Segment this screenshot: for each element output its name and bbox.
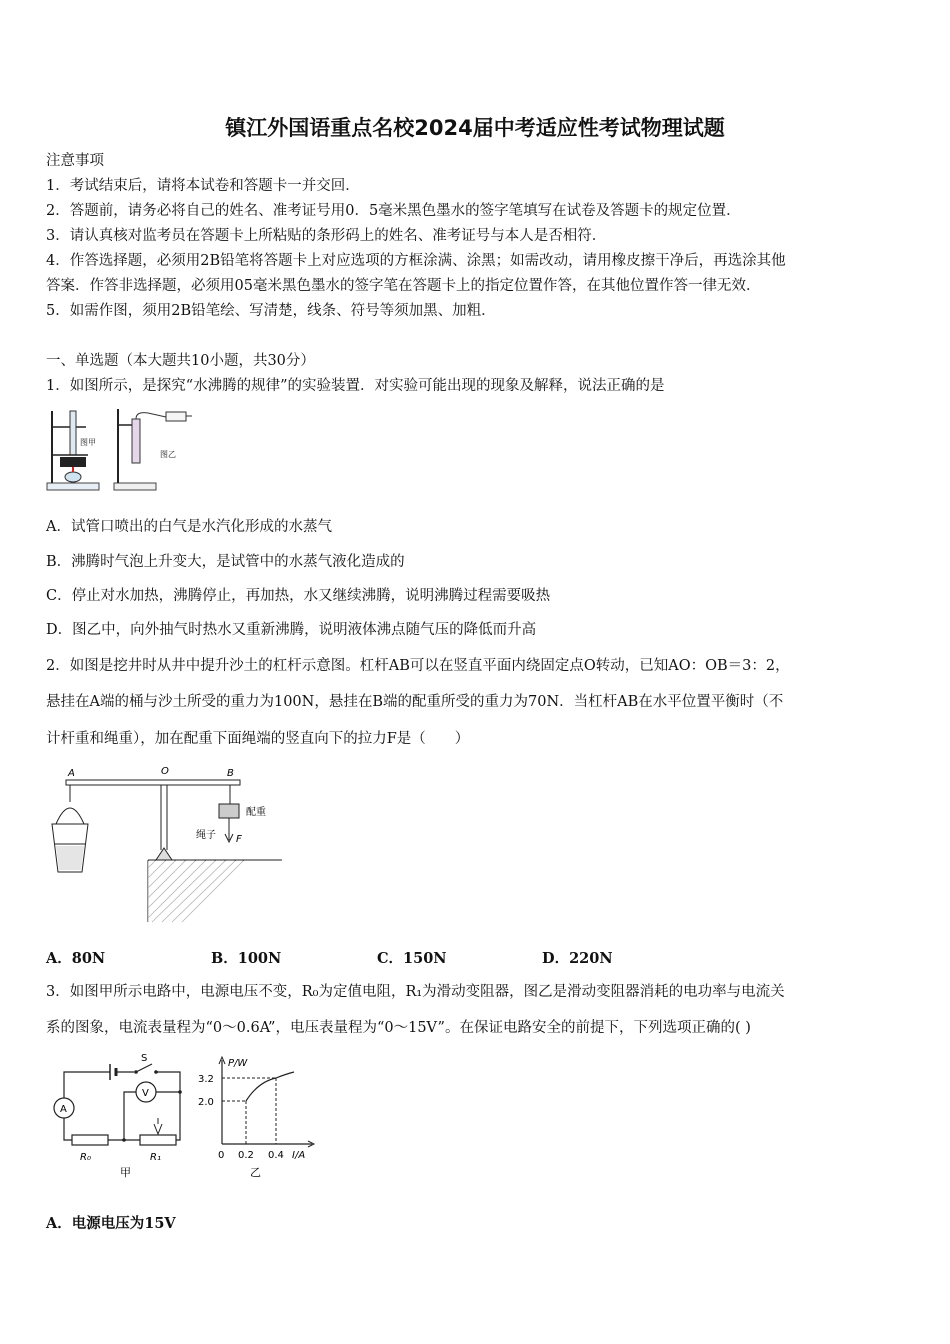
boiling-experiment-figure (44, 405, 194, 495)
section-heading: 一、单选题（本大题共10小题，共30分） (46, 353, 315, 369)
ammeter-label: A (60, 1104, 67, 1115)
graph-x-tick-2: 0.4 (268, 1150, 284, 1161)
q1-option-c: C．停止对水加热，沸腾停止，再加热，水又继续沸腾，说明沸腾过程需要吸热 (46, 588, 551, 604)
graph-ylabel: P/W (228, 1058, 248, 1069)
graph-xlabel: I/A (292, 1150, 306, 1161)
q2-option-c: C．150N (377, 950, 447, 967)
lever-point-a: A (68, 768, 75, 779)
r1-label: R₁ (150, 1152, 161, 1163)
graph-x-tick-1: 0.2 (238, 1150, 254, 1161)
question-3-stem-line-2: 系的图象，电流表量程为“0～0.6A”，电压表量程为“0～15V”。在保证电路安全的前提下，下列选项正确的( ) (46, 1020, 751, 1036)
lever-point-b: B (227, 768, 234, 779)
notice-item: 4．作答选择题，必须用2B铅笔将答题卡上对应选项的方框涂满、涂黑；如需改动，请用橡皮擦干净后，再选涂其他 (46, 253, 786, 269)
circuit-diagram (44, 1052, 194, 1187)
notice-item: 2．答题前，请务必将自己的姓名、准考证号用0．5毫米黑色墨水的签字笔填写在试卷及答题卡的规定位置． (46, 203, 741, 219)
q3-option-a: A．电源电压为15V (46, 1215, 176, 1232)
q2-option-d: D．220N (542, 950, 613, 967)
q2-option-b: B．100N (211, 950, 282, 967)
notice-item: 3．请认真核对监考员在答题卡上所粘贴的条形码上的姓名、准考证号与本人是否相符． (46, 228, 607, 244)
switch-label: S (141, 1053, 148, 1064)
question-2-stem-line-2: 悬挂在A端的桶与沙土所受的重力为100N，悬挂在B端的配重所受的重力为70N．当杠杆AB在水平位置平衡时（不 (46, 694, 784, 710)
page-title: 镇江外国语重点名校2024届中考适应性考试物理试题 (225, 116, 725, 140)
lever-point-o: O (161, 766, 169, 777)
r0-label: R₀ (80, 1152, 91, 1163)
question-1-stem: 1．如图所示，是探究“水沸腾的规律”的实验装置．对实验可能出现的现象及解释，说法正确的是 (46, 378, 665, 394)
graph-y-tick-1: 3.2 (198, 1074, 214, 1085)
rope-label: 绳子 (196, 830, 216, 841)
notice-item: 5．如需作图，须用2B铅笔绘、写清楚，线条、符号等须加黑、加粗． (46, 303, 496, 319)
voltmeter-label: V (142, 1088, 149, 1099)
notice-item: 1．考试结束后，请将本试卷和答题卡一并交回． (46, 178, 360, 194)
q2-option-a: A．80N (46, 950, 106, 967)
q1-option-d: D．图乙中，向外抽气时热水又重新沸腾，说明液体沸点随气压的降低而升高 (46, 622, 537, 638)
lever-figure (44, 762, 284, 924)
q1-option-b: B．沸腾时气泡上升变大，是试管中的水蒸气液化造成的 (46, 554, 405, 570)
notice-heading: 注意事项 (46, 153, 104, 169)
fig-label-b: 图乙 (160, 450, 176, 459)
fig-label-a: 图甲 (80, 438, 96, 447)
weight-label: 配重 (246, 807, 266, 818)
notice-item: 答案．作答非选择题，必须用05毫米黑色墨水的签字笔在答题卡上的指定位置作答，在其他位置作答一律无效． (46, 278, 761, 294)
q1-option-a: A．试管口喷出的白气是水汽化形成的水蒸气 (46, 519, 332, 535)
question-2-stem-line-3: 计杆重和绳重），加在配重下面绳端的竖直向下的拉力F是（ ） (46, 731, 470, 747)
question-2-stem-line-1: 2．如图是挖井时从井中提升沙土的杠杆示意图。杠杆AB可以在竖直平面内绕固定点O转动，已知AO：OB＝3：2， (46, 658, 790, 674)
graph-caption: 乙 (250, 1166, 261, 1179)
circuit-caption: 甲 (120, 1166, 131, 1179)
force-label: F (236, 834, 242, 845)
question-3-stem-line-1: 3．如图甲所示电路中，电源电压不变，R₀为定值电阻，R₁为滑动变阻器，图乙是滑动变阻器消耗的电功率与电流关 (46, 984, 785, 1000)
graph-y-tick-2: 2.0 (198, 1097, 214, 1108)
power-current-graph (194, 1052, 334, 1187)
graph-origin: 0 (218, 1150, 225, 1161)
